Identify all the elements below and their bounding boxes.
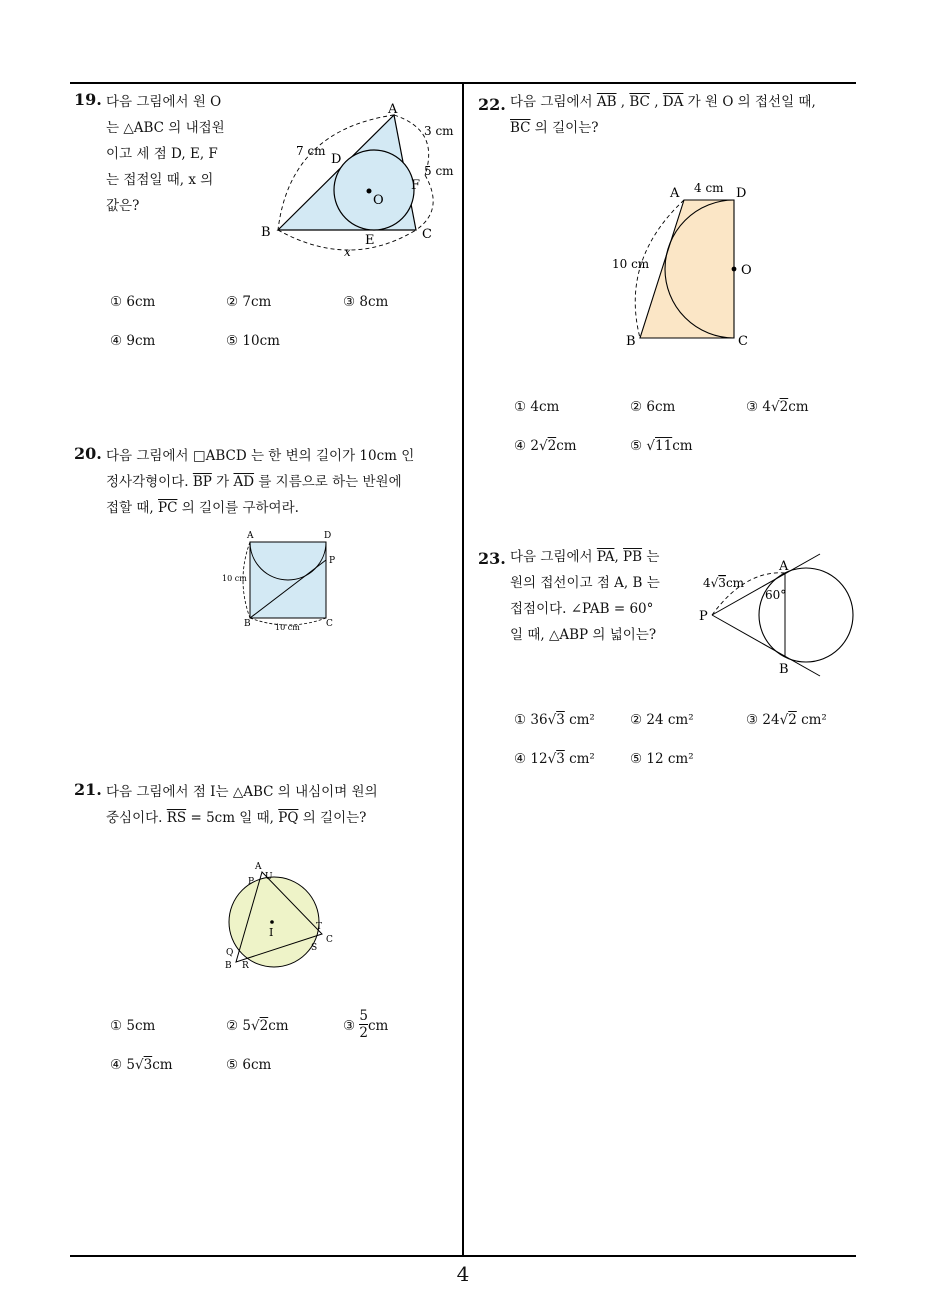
text: 정사각형이다. <box>106 474 193 490</box>
text: cm <box>556 438 577 454</box>
option-5[interactable]: ⑤ 12 cm² <box>630 751 694 767</box>
text-line: 다음 그림에서 점 I는 △ABC 의 내심이며 원의 <box>106 784 378 800</box>
text-line: 이고 세 점 D, E, F <box>106 146 218 162</box>
text-line: 다음 그림에서 □ABCD 는 한 변의 길이가 10cm 인 <box>106 448 415 464</box>
text: ④ 2 <box>514 438 539 454</box>
fraction <box>359 1008 368 1041</box>
option-2[interactable]: ② 24 cm² <box>630 712 694 728</box>
option-1[interactable] <box>514 712 595 728</box>
label-D: D <box>324 531 332 541</box>
option-5[interactable]: ⑤ 6cm <box>226 1057 272 1073</box>
text-line <box>510 89 860 115</box>
q21-figure <box>218 855 338 975</box>
segment-pq: $\overline{PQ}$ <box>278 810 299 826</box>
label-O: O <box>373 193 384 208</box>
option-3[interactable] <box>746 399 809 415</box>
circle-i <box>229 877 319 967</box>
text: cm <box>268 1018 289 1034</box>
text: ③ <box>343 1018 356 1034</box>
option-2[interactable]: ② 7cm <box>226 294 272 310</box>
text: , <box>649 94 663 110</box>
option-3[interactable]: ③ 8cm <box>343 294 389 310</box>
page-number: 4 <box>456 1262 470 1286</box>
text: 다음 그림에서 <box>510 94 597 110</box>
option-3[interactable] <box>343 1008 388 1041</box>
q19-figure <box>250 95 460 265</box>
text: cm² <box>564 751 595 767</box>
text: cm <box>368 1018 389 1034</box>
text-line: 일 때, △ABP 의 넓이는? <box>510 627 657 643</box>
sqrt-icon: √ <box>779 712 789 728</box>
q20-figure <box>218 526 342 634</box>
label-A: A <box>670 186 680 201</box>
text: , <box>614 549 624 565</box>
text: 다음 그림에서 <box>510 549 597 565</box>
label-angle: 60° <box>765 588 787 602</box>
question-22 <box>478 95 506 114</box>
text: ③ 4 <box>746 399 771 415</box>
question-20 <box>74 444 102 463</box>
label-U: U <box>265 872 273 882</box>
label-B: B <box>626 334 636 349</box>
segment-pb: $\overline{PB}$ <box>623 549 643 565</box>
label-A: A <box>779 559 789 574</box>
trapezoid-abcd <box>640 200 734 338</box>
radicand: 2 <box>259 1018 269 1034</box>
text: 의 길이를 구하여라. <box>177 500 299 516</box>
label-C: C <box>422 227 432 242</box>
option-1[interactable]: ① 4cm <box>514 399 560 415</box>
question-number: 20. <box>74 444 102 463</box>
question-23-text <box>510 544 690 648</box>
segment-bc: $\overline{BC}$ <box>510 120 531 136</box>
label-B: B <box>244 619 251 629</box>
text-line: 접점이다. ∠PAB = 60° <box>510 601 654 617</box>
text: ③ 24 <box>746 712 780 728</box>
text: ① 36 <box>514 712 548 728</box>
radicand: 2 <box>779 399 789 415</box>
radicand: 2 <box>547 438 557 454</box>
question-19-text <box>106 89 246 219</box>
text: cm <box>672 438 693 454</box>
sqrt-icon: √ <box>538 438 548 454</box>
label-A: A <box>255 862 262 872</box>
label-O: O <box>741 263 752 278</box>
question-21-text <box>106 779 456 831</box>
text-line <box>106 805 456 831</box>
label-7cm: 7 cm <box>296 144 326 158</box>
label-I: I <box>269 926 274 939</box>
center-o-dot <box>367 189 372 194</box>
label-F: F <box>411 178 421 193</box>
text: cm² <box>796 712 827 728</box>
label-R: R <box>242 961 249 971</box>
option-4[interactable]: ④ 9cm <box>110 333 156 349</box>
text: 의 길이는? <box>298 810 367 826</box>
label-length <box>703 576 745 590</box>
segment-pc: $\overline{PC}$ <box>158 500 178 516</box>
label-E: E <box>365 233 375 248</box>
text: = 5cm 일 때, <box>186 810 279 826</box>
label-P: P <box>248 877 255 887</box>
sqrt-icon: √ <box>250 1018 260 1034</box>
label-C: C <box>738 334 748 349</box>
question-23 <box>478 549 506 568</box>
label-B: B <box>261 225 271 240</box>
text: ⑤ <box>630 438 647 454</box>
center-i-dot <box>270 920 274 924</box>
column-divider <box>462 82 464 1257</box>
segment-rs: $\overline{RS}$ <box>166 810 187 826</box>
text-line: 값은? <box>106 198 140 214</box>
option-4[interactable] <box>514 751 595 767</box>
question-22-text <box>510 89 860 141</box>
label-10cm: 10 cm <box>612 257 650 271</box>
text-line: 다음 그림에서 원 O <box>106 94 222 110</box>
segment-ab: $\overline{AB}$ <box>596 94 617 110</box>
sqrt-icon: √ <box>770 399 780 415</box>
sqrt-icon: √ <box>710 576 719 590</box>
radicand: 2 <box>788 712 797 728</box>
label-4cm: 4 cm <box>694 181 724 195</box>
option-3[interactable] <box>746 712 827 728</box>
radicand: 11 <box>655 438 673 454</box>
segment-pa: $\overline{PA}$ <box>596 549 615 565</box>
text-line <box>510 544 690 570</box>
question-number: 19. <box>74 90 102 109</box>
incircle-o <box>334 150 414 230</box>
label-x: x <box>344 245 351 259</box>
numerator: 5 <box>359 1008 368 1024</box>
radicand: 3 <box>143 1057 153 1073</box>
text: 는 <box>642 549 660 565</box>
option-2[interactable]: ② 6cm <box>630 399 676 415</box>
center-o-dot <box>732 267 737 272</box>
circle <box>759 568 853 662</box>
option-1[interactable]: ① 5cm <box>110 1018 156 1034</box>
label-C: C <box>326 619 333 629</box>
label-P: P <box>699 609 708 624</box>
bottom-rule <box>70 1255 856 1257</box>
radicand: 3 <box>556 751 565 767</box>
text: 접할 때, <box>106 500 158 516</box>
label-T: T <box>316 922 323 932</box>
text: ④ 5 <box>110 1057 135 1073</box>
segment-bp: $\overline{BP}$ <box>192 474 212 490</box>
question-number: 23. <box>478 549 506 568</box>
label-B: B <box>779 662 789 677</box>
question-21 <box>74 780 102 799</box>
segment-bc: $\overline{BC}$ <box>629 94 650 110</box>
sqrt-icon: √ <box>547 712 557 728</box>
sqrt-icon: √ <box>646 438 656 454</box>
label-C: C <box>326 935 333 945</box>
text-line <box>106 495 456 521</box>
text: ② 5 <box>226 1018 251 1034</box>
label-A: A <box>388 102 398 117</box>
label-A: A <box>247 531 254 541</box>
label-Q: Q <box>226 948 234 958</box>
segment-da: $\overline{DA}$ <box>662 94 684 110</box>
radicand: 3 <box>718 576 726 590</box>
label-5cm: 5 cm <box>424 164 454 178</box>
label-side-left: 10 cm <box>222 574 247 583</box>
text: 중심이다. <box>106 810 167 826</box>
question-number: 21. <box>74 780 102 799</box>
option-1[interactable]: ① 6cm <box>110 294 156 310</box>
text: 가 <box>211 474 234 490</box>
text: 가 원 O 의 접선일 때, <box>683 94 816 110</box>
option-2[interactable] <box>226 1018 289 1034</box>
text: cm <box>152 1057 173 1073</box>
text: ④ 12 <box>514 751 548 767</box>
question-number: 22. <box>478 95 506 114</box>
sqrt-icon: √ <box>547 751 557 767</box>
label-P: P <box>329 556 336 566</box>
option-5[interactable] <box>630 438 693 454</box>
text-line: 는 △ABC 의 내접원 <box>106 120 225 136</box>
option-4[interactable] <box>110 1057 173 1073</box>
text: , <box>616 94 630 110</box>
label-B: B <box>225 961 232 971</box>
option-5[interactable]: ⑤ 10cm <box>226 333 280 349</box>
q23-figure <box>696 548 860 680</box>
q22-figure <box>606 176 766 352</box>
text-line <box>106 469 456 495</box>
text: cm² <box>564 712 595 728</box>
segment-ad: $\overline{AD}$ <box>233 474 255 490</box>
option-4[interactable] <box>514 438 577 454</box>
radicand: 3 <box>556 712 565 728</box>
text-line: 는 접점일 때, x 의 <box>106 172 214 188</box>
text: 를 지름으로 하는 반원에 <box>254 474 402 490</box>
text-line: 원의 접선이고 점 A, B 는 <box>510 575 660 591</box>
sqrt-icon: √ <box>134 1057 144 1073</box>
tangent-pb <box>712 615 820 676</box>
question-19 <box>74 90 102 109</box>
text: cm <box>788 399 809 415</box>
label-D: D <box>736 186 747 201</box>
text-line <box>510 115 860 141</box>
denominator: 2 <box>359 1025 368 1041</box>
text: 4 <box>703 576 711 590</box>
label-S: S <box>311 943 318 953</box>
label-D: D <box>331 152 342 167</box>
text: 의 길이는? <box>530 120 599 136</box>
label-3cm: 3 cm <box>424 124 454 138</box>
label-side-bottom: 10 cm <box>275 623 300 632</box>
question-20-text <box>106 443 456 521</box>
text: cm <box>725 576 745 590</box>
